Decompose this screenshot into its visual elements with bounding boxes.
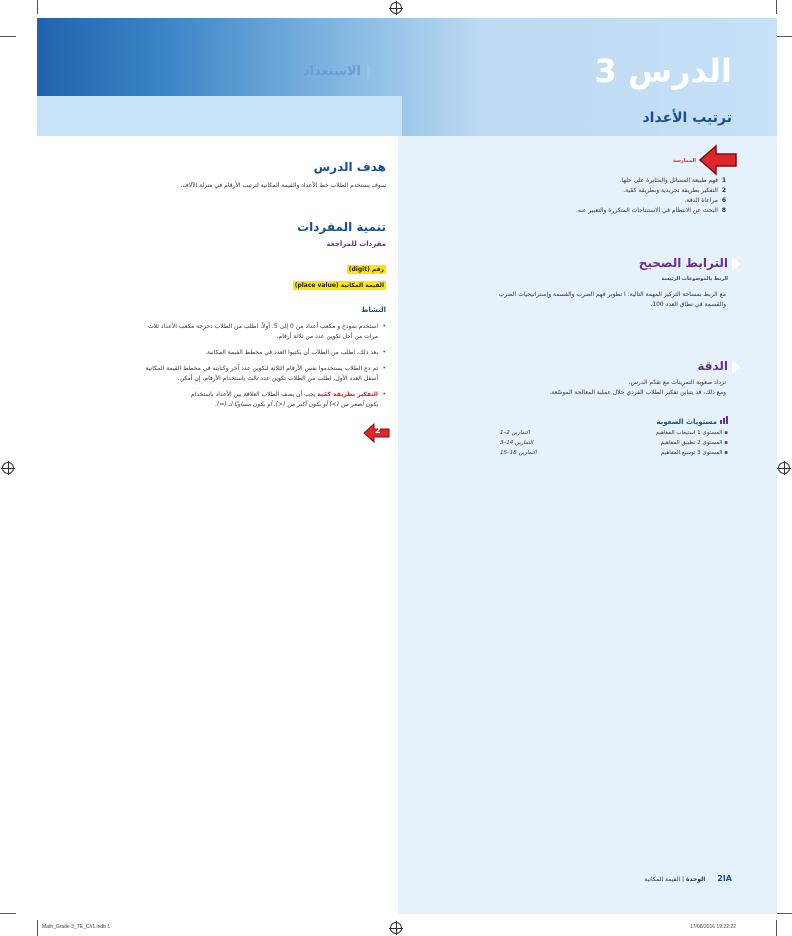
crop-mark bbox=[37, 0, 38, 14]
vocab-subtitle: مفردات للمراجعة bbox=[326, 240, 386, 248]
list-item: 1 فهم طبيعة المسائل والمثابرة على حلها. bbox=[619, 177, 726, 184]
lesson-title: الدرس 3 bbox=[594, 52, 732, 90]
crop-mark bbox=[0, 913, 16, 914]
rigor-title: الدقة bbox=[697, 359, 728, 373]
prep-label: الاستعداد bbox=[240, 64, 370, 79]
file-name: Math_Grade 3_TE_Ch1.indb 1 bbox=[42, 924, 111, 930]
list-item: 2 التفكير بطريقة تجريدية وبطريقة كمّية. bbox=[623, 187, 726, 194]
crop-mark bbox=[37, 920, 38, 936]
difficulty-levels bbox=[500, 428, 728, 458]
registration-mark-icon bbox=[390, 2, 402, 14]
unit-name: القيمة المكانية bbox=[644, 876, 681, 883]
arrow-marker-icon bbox=[698, 143, 740, 177]
prep-bar-icon bbox=[367, 65, 370, 79]
unit-label: الوحدة bbox=[685, 876, 706, 883]
lesson-subtitle: ترتيب الأعداد bbox=[642, 110, 732, 126]
activity-title: النشاط bbox=[361, 306, 386, 314]
vocab-term: القيمة المكانية (place value) bbox=[294, 282, 384, 289]
objective-text: سوف يستخدم الطلاب خط الأعداد والقيمة المكانية لترتيب الأرقام في منزلة الآلاف. bbox=[180, 182, 386, 189]
crop-mark bbox=[777, 913, 792, 914]
registration-mark-icon bbox=[2, 462, 14, 474]
coherence-text: مع الربط بمساحة التركيز المهمة التالية: ا تطوير فهم الضرب والقسمة وإستراتيجيات الضرب والقسمة في نطاق العدد 100. bbox=[498, 291, 726, 308]
section-marker-icon bbox=[732, 360, 741, 374]
practice-list bbox=[410, 176, 726, 216]
list-item: • التفكير بطريقة كمّية يجب أن يصف الطلاب العلاقة بين الأعداد باستخدام يكون أصغر من (>) أو يكون أكبر من (<)، أو يكون مساويًا لـ (=). bbox=[140, 390, 386, 410]
list-item: ▪ المستوى 3 توسيع المفاهيم التمارين 18–15 bbox=[500, 450, 728, 456]
list-item: • استخدم نموذج و مكعب أعداد من 0 إلى 5. أولاً، اطلب من الطلاب دحرجة مكعب الأعداد ثلاث مرات من أجل تكوين عدد من ثلاثة أرقام. bbox=[140, 322, 386, 342]
registration-mark-icon bbox=[778, 462, 790, 474]
crop-mark bbox=[776, 0, 777, 14]
coherence-title: الترابط الصحيح bbox=[638, 256, 728, 270]
list-item: • ثم دع الطلاب يستخدموا نفس الأرقام الثلاثة لتكوين عدد آخر وكتابته في مخطط القيمة المكانية أسفل العدد الأول. اطلب من الطلاب تكوين عدد ثالث باستخدام الأرقام، إن أمكن. bbox=[140, 364, 386, 384]
rigor-text: تزداد صعوبة التمرينات مع تقدّم الدرس. ومع ذلك، قد يتباين تفكير الطلاب الفردي خلال عملية المعالجة الموسّعة. bbox=[549, 379, 726, 396]
right-panel bbox=[398, 136, 777, 914]
crop-mark bbox=[0, 36, 16, 37]
objective-title: هدف الدرس bbox=[313, 160, 386, 174]
coherence-subtitle: الربط بالموضوعات الرئيسة bbox=[661, 276, 728, 282]
list-item: • بعد ذلك، اطلب من الطلاب أن يكتبوا العدد في مخطط القيمة المكانية. bbox=[140, 348, 386, 358]
page-code: 2IA bbox=[717, 874, 732, 883]
page-footer: 2IA الوحدة | القيمة المكانية bbox=[644, 874, 732, 883]
badge-number: 2 bbox=[375, 426, 381, 435]
registration-mark-icon bbox=[390, 922, 402, 934]
vocab-title: تنمية المفردات bbox=[297, 220, 386, 234]
difficulty-header: مستويات الصعوبة bbox=[560, 416, 728, 426]
crop-mark bbox=[776, 920, 777, 936]
list-item: ▪ المستوى 1 استيعاب المفاهيم التمارين 2–1 bbox=[500, 430, 728, 436]
list-item: 8 البحث عن الانتظام في الاستنتاجات المتكررة والتعبير عنه. bbox=[575, 207, 726, 214]
crop-mark bbox=[777, 36, 792, 37]
section-marker-icon bbox=[732, 257, 741, 271]
timestamp: 17/08/2016 19:22:22 bbox=[690, 924, 736, 930]
activity-list bbox=[140, 322, 386, 416]
vocab-term: رقم (digit) bbox=[348, 266, 384, 273]
list-item: ▪ المستوى 2 تطبيق المفاهيم التمارين 14–3 bbox=[500, 440, 728, 446]
list-item: 6 مراعاة الدقة. bbox=[684, 197, 726, 204]
practice-label: الممارسة bbox=[672, 158, 696, 164]
bars-icon bbox=[720, 416, 728, 426]
